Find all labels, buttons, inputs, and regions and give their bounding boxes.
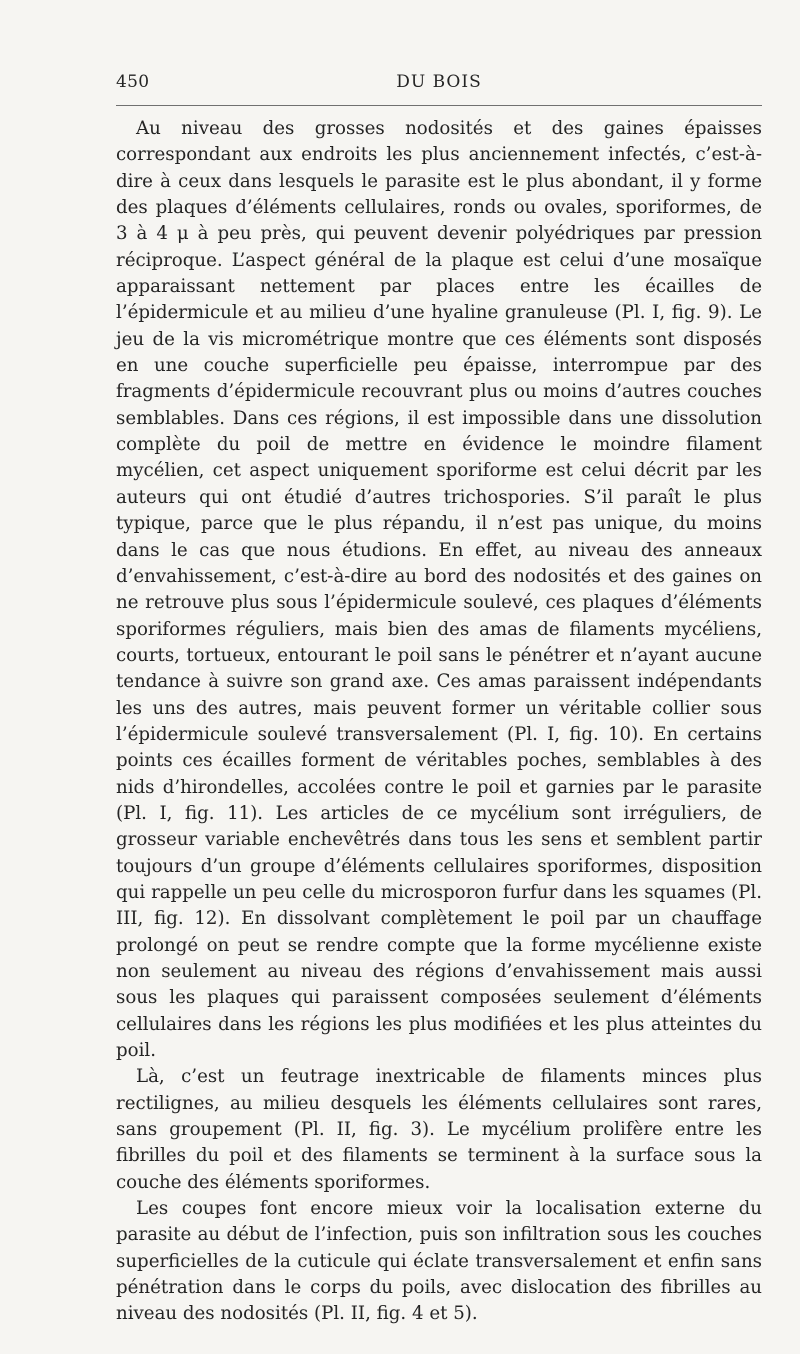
page-header — [116, 66, 762, 106]
paragraph: Au niveau des grosses nodosités et des gaines épaisses correspondant aux endroits les plus anciennement infectés, c’est-à-dire à ceux dans lesquels le parasite est le plus abondant, il y forme des plaques d’éléments cellulaires, ronds ou ovales, sporiformes, de 3 à 4 μ à peu près, qui peuvent devenir polyédriques par pression réciproque. L’aspect général de la plaque est celui d’une mosaïque apparaissant nettement par places entre les écailles de l’épidermicule et au milieu d’une hyaline granuleuse (Pl. I, fig. 9). Le jeu de la vis micrométrique montre que ces éléments sont disposés en une couche superficielle peu épaisse, interrompue par des fragments d’épidermicule recouvrant plus ou moins d’autres couches semblables. Dans ces régions, il est impossible dans une dissolution complète du poil de mettre en évidence le moindre filament mycélien, cet aspect uniquement sporiforme est celui décrit par les auteurs qui ont étudié d’autres trichospories. S’il paraît le plus typique, parce que le plus répandu, il n’est pas unique, du moins dans le cas que nous étudions. En effet, au niveau des anneaux d’envahissement, c’est-à-dire au bord des nodosités et des gaines on ne retrouve plus sous l’épidermicule soulevé, ces plaques d’éléments sporiformes réguliers, mais bien des amas de filaments mycéliens, courts, tortueux, entourant le poil sans le pénétrer et n’ayant aucune tendance à suivre son grand axe. Ces amas paraissent indépendants les uns des autres, mais peuvent former un véritable collier sous l’épidermicule soulevé transversalement (Pl. I, fig. 10). En certains points ces écailles forment de véritables poches, semblables à des nids d’hirondelles, accolées contre le poil et garnies par le parasite (Pl. I, fig. 11). Les articles de ce mycélium sont irréguliers, de grosseur variable enchevêtrés dans tous les sens et semblent partir toujours d’un groupe d’éléments cellulaires sporiformes, disposition qui rappelle un peu celle du microsporon furfur dans les squames (Pl. III, fig. 12). En dissolvant complètement le poil par un chauffage prolongé on peut se rendre compte que la forme mycélienne existe non seulement au niveau des régions d’envahissement mais aussi sous les plaques qui paraissent composées seulement d’éléments cellulaires dans les régions les plus modifiées et les plus atteintes du poil. — [116, 118, 762, 1062]
paragraph: Les coupes font encore mieux voir la localisation externe du parasite au début de l’infection, puis son infiltration sous les couches superficielles de la cuticule qui éclate transversalement et enfin sans pénétration dans le corps du poils, avec dislocation des fibrilles au niveau des nodosités (Pl. II, fig. 4 et 5). — [116, 1198, 762, 1325]
body-text — [116, 116, 762, 1328]
page-number: 450 — [116, 72, 150, 92]
paragraph: Là, c’est un feutrage inextricable de filaments minces plus rectilignes, au milieu desquels les éléments cellulaires sont rares, sans groupement (Pl. II, fig. 3). Le mycélium prolifère entre les fibrilles du poil et des filaments se terminent à la surface sous la couche des éléments sporiformes. — [116, 1066, 762, 1193]
running-title: DU BOIS — [396, 72, 482, 92]
